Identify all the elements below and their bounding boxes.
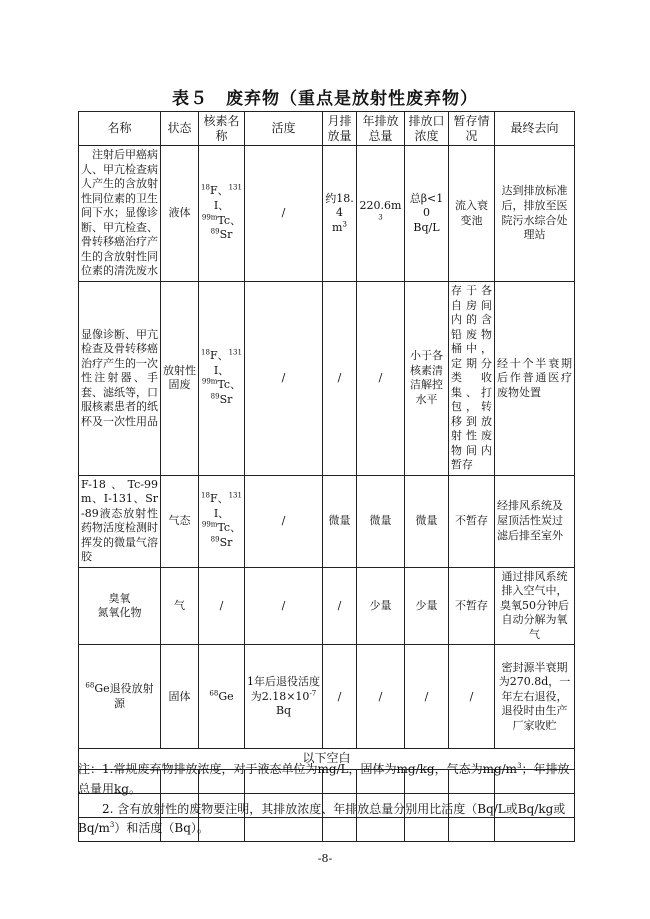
table-row bbox=[79, 146, 575, 282]
table-row bbox=[79, 645, 575, 749]
header-state: 状态 bbox=[161, 112, 199, 146]
cell-nuclide: / bbox=[199, 567, 245, 645]
note-2: 2. 含有放射性的废物要注明，其排放浓度、年排放总量分别用比活度（Bq/L或Bq/kg或$Bq/m^3$）和活度（Bq）。 bbox=[78, 801, 566, 836]
cell-name: 注射后甲癌病人、甲亢检查病人产生的含放射性同位素的卫生间下水；显像诊断、甲亢检查、骨转移癌治疗产生的含放射性同位素的清洗废水 bbox=[79, 146, 161, 282]
cell-name: $^{68}$Ge退役放射源 bbox=[79, 645, 161, 749]
header-monthly: 月排放量 bbox=[323, 112, 357, 146]
cell-outlet: 小于各核素清洁解控水平 bbox=[405, 282, 449, 476]
table-row bbox=[79, 567, 575, 645]
header-nuclide: 核素名称 bbox=[199, 112, 245, 146]
blank-label: 以下空白 bbox=[79, 749, 575, 770]
header-annual: 年排放总量 bbox=[357, 112, 405, 146]
cell-storage: 存于各自房间内的含铅废物桶中，定期分类收集、打包，转移到放射性废物间内暂存 bbox=[449, 282, 495, 476]
cell-state: 固体 bbox=[161, 645, 199, 749]
cell-outlet: 少量 bbox=[405, 567, 449, 645]
table-row bbox=[79, 475, 575, 567]
cell-state: 气 bbox=[161, 567, 199, 645]
cell-monthly: 约18.4 $m^3$ bbox=[323, 146, 357, 282]
cell-destination: 经十个半衰期后作普通医疗废物处置 bbox=[495, 282, 575, 476]
cell-storage: 不暂存 bbox=[449, 567, 495, 645]
cell-monthly: / bbox=[323, 567, 357, 645]
cell-annual: / bbox=[357, 645, 405, 749]
cell-nuclide: $^{18}$F、$^{131}$I、 $^{99m}$Tc、 $^{89}$Sr bbox=[199, 282, 245, 476]
cell-name: F-18、Tc-99m、I-131、Sr-89液态放射性药物活度检测时挥发的微量气溶胶 bbox=[79, 475, 161, 567]
note-1: 注：1.常规废弃物排放浓度，对于液态单位为mg/L，固体为mg/kg，气态为$mg/m^3$；年排放总量用kg。 bbox=[78, 762, 570, 796]
cell-activity: / bbox=[245, 475, 323, 567]
cell-annual: 微量 bbox=[357, 475, 405, 567]
waste-table bbox=[78, 111, 575, 842]
header-destination: 最终去向 bbox=[495, 112, 575, 146]
table-row bbox=[79, 282, 575, 476]
cell-annual: 少量 bbox=[357, 567, 405, 645]
cell-outlet: 总β<10 Bq/L bbox=[405, 146, 449, 282]
cell-storage: / bbox=[449, 645, 495, 749]
cell-destination: 经排风系统及屋顶活性炭过滤后排至室外 bbox=[495, 475, 575, 567]
header-row bbox=[79, 112, 575, 146]
cell-name: 臭氧 氮氧化物 bbox=[79, 567, 161, 645]
cell-activity: / bbox=[245, 282, 323, 476]
cell-activity: / bbox=[245, 146, 323, 282]
header-activity: 活度 bbox=[245, 112, 323, 146]
header-name: 名称 bbox=[79, 112, 161, 146]
cell-activity: / bbox=[245, 567, 323, 645]
cell-nuclide: $^{68}$Ge bbox=[199, 645, 245, 749]
header-storage: 暂存情况 bbox=[449, 112, 495, 146]
cell-destination: 通过排风系统排入空气中，臭氧50分钟后自动分解为氧气 bbox=[495, 567, 575, 645]
cell-activity: 1年后退役活度 为$2.18\times 10^{-7}Bq$ bbox=[245, 645, 323, 749]
cell-outlet: 微量 bbox=[405, 475, 449, 567]
header-outlet: 排放口浓度 bbox=[405, 112, 449, 146]
cell-monthly: 微量 bbox=[323, 475, 357, 567]
page-number: -8- bbox=[317, 852, 333, 865]
cell-name: 显像诊断、甲亢检查及骨转移癌治疗产生的一次性注射器、手套、滤纸等，口服核素患者的纸杯及一次性用品 bbox=[79, 282, 161, 476]
cell-outlet: / bbox=[405, 645, 449, 749]
cell-destination: 密封源半衰期为270.8d，一年左右退役，退役时由生产厂家收贮 bbox=[495, 645, 575, 749]
cell-state: 放射性固废 bbox=[161, 282, 199, 476]
cell-nuclide: $^{18}$F、$^{131}$I、 $^{99m}$Tc、 $^{89}$Sr bbox=[199, 146, 245, 282]
cell-monthly: / bbox=[323, 282, 357, 476]
cell-state: 液体 bbox=[161, 146, 199, 282]
cell-state: 气态 bbox=[161, 475, 199, 567]
cell-monthly: / bbox=[323, 645, 357, 749]
cell-annual: / bbox=[357, 282, 405, 476]
cell-destination: 达到排放标准后，排放至医院污水综合处理站 bbox=[495, 146, 575, 282]
table-notes bbox=[78, 760, 578, 839]
table-title: 表５ 废弃物（重点是放射性废弃物） bbox=[172, 89, 478, 109]
cell-annual: $220.6m^3$ bbox=[357, 146, 405, 282]
cell-storage: 不暂存 bbox=[449, 475, 495, 567]
cell-nuclide: $^{18}$F、$^{131}$I、 $^{99m}$Tc、 $^{89}$Sr bbox=[199, 475, 245, 567]
cell-storage: 流入衰变池 bbox=[449, 146, 495, 282]
